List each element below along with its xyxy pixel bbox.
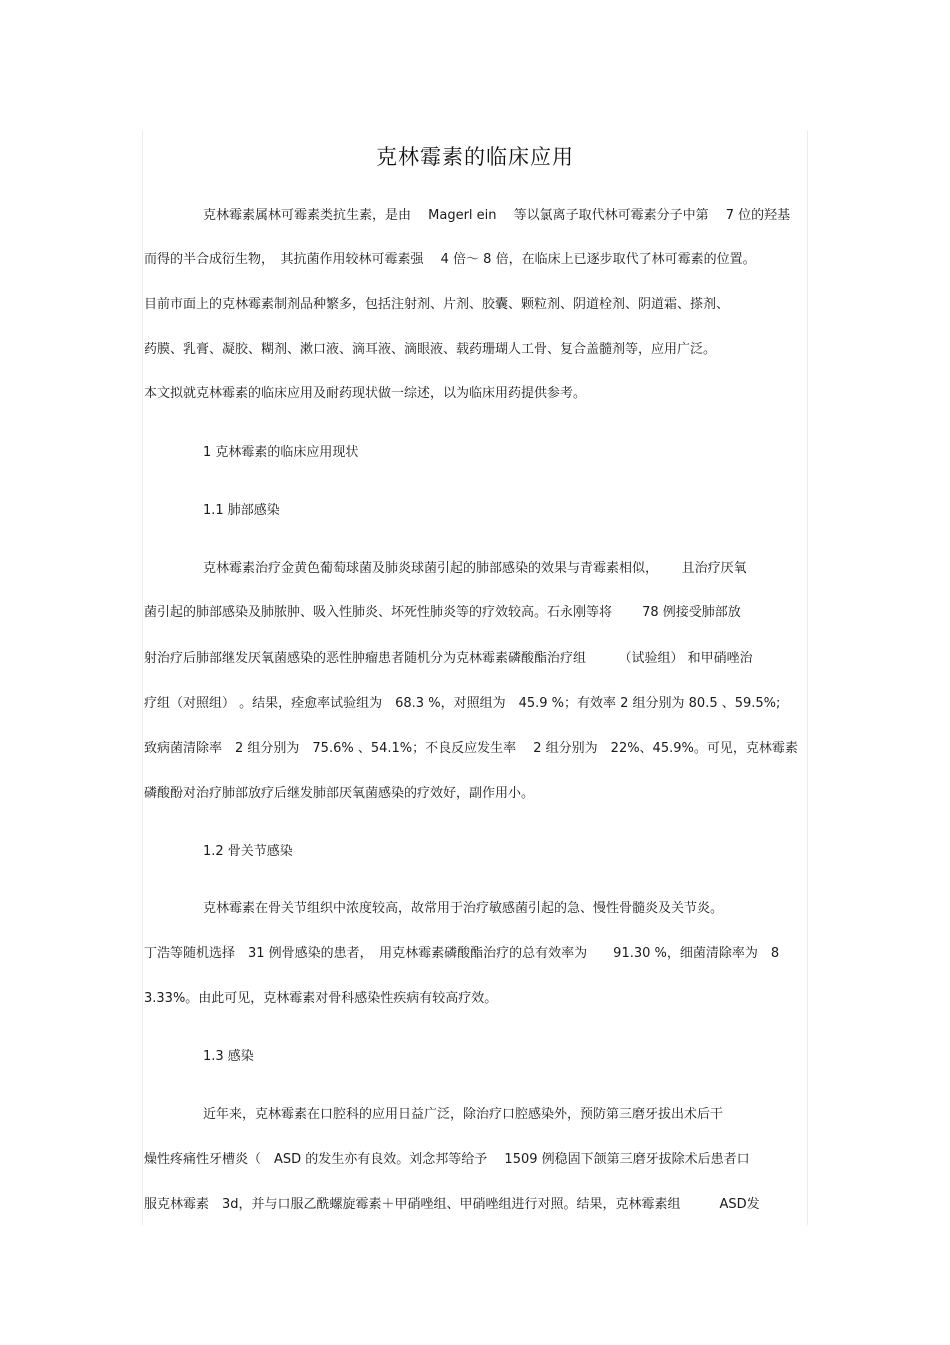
paragraph-line: 丁浩等随机选择 31 例骨感染的患者， 用克林霉素磷酸酯治疗的总有效率为 91.30 %，细菌清除率为 8 bbox=[144, 946, 780, 961]
paragraph-line: 克林霉素属林可霉素类抗生素，是由 Magerl ein 等以氯离子取代林可霉素分子中第 7 位的羟基 bbox=[203, 208, 791, 223]
paragraph-line: 射治疗后肺部继发厌氧菌感染的恶性肿瘤患者随机分为克林霉素磷酸酯治疗组 （试验组） 和甲硝唑治 bbox=[144, 651, 753, 666]
paragraph-line: 而得的半合成衍生物， 其抗菌作用较林可霉素强 4 倍～ 8 倍，在临床上已逐步取代了林可霉素的位置。 bbox=[144, 252, 756, 267]
paragraph-line: 燥性疼痛性牙槽炎（ ASD 的发生亦有良效。刘念邦等给予 1509 例稳固下颌第三磨牙拔除术后患者口 bbox=[144, 1152, 750, 1167]
paragraph-line: 目前市面上的克林霉素制剂品种繁多，包括注射剂、片剂、胶囊、颗粒剂、阴道栓剂、阴道霜、搽剂、 bbox=[144, 297, 730, 312]
document-title: 克林霉素的临床应用 bbox=[376, 145, 574, 169]
paragraph-line: 药膜、乳膏、凝胶、糊剂、漱口液、滴耳液、滴眼液、载药珊瑚人工骨、复合盖髓剂等，应用广泛。 bbox=[144, 342, 717, 357]
paragraph-line: 克林霉素在骨关节组织中浓度较高，故常用于治疗敏感菌引起的急、慢性骨髓炎及关节炎。 bbox=[203, 901, 724, 916]
paragraph-line: 3.33%。由此可见，克林霉素对骨科感染性疾病有较高疗效。 bbox=[144, 991, 498, 1006]
section-heading: 1 克林霉素的临床应用现状 bbox=[203, 445, 359, 460]
subsection-heading: 1.3 感染 bbox=[203, 1049, 254, 1064]
subsection-heading: 1.2 骨关节感染 bbox=[203, 844, 293, 859]
paragraph-line: 疗组（对照组） 。结果，痊愈率试验组为 68.3 %，对照组为 45.9 %；有效率 2 组分别为 80.5 、59.5%; bbox=[144, 696, 781, 711]
paragraph-line: 磷酸酚对治疗肺部放疗后继发肺部厌氧菌感染的疗效好，副作用小。 bbox=[144, 786, 535, 801]
subsection-heading: 1.1 肺部感染 bbox=[203, 503, 280, 518]
paragraph-line: 本文拟就克林霉素的临床应用及耐药现状做一综述，以为临床用药提供参考。 bbox=[144, 386, 587, 401]
paragraph-line: 菌引起的肺部感染及肺脓肿、吸入性肺炎、坏死性肺炎等的疗效较高。石永刚等将 78 例接受肺部放 bbox=[144, 605, 741, 620]
paragraph-line: 致病菌清除率 2 组分别为 75.6% 、54.1%；不良反应发生率 2 组分别为 22%、45.9%。可见，克林霉素 bbox=[144, 741, 798, 756]
paragraph-line: 服克林霉素 3d，并与口服乙酰螺旋霉素＋甲硝唑组、甲硝唑组进行对照。结果，克林霉素组 ASD发 bbox=[144, 1197, 760, 1212]
paragraph-line: 克林霉素治疗金黄色葡萄球菌及肺炎球菌引起的肺部感染的效果与青霉素相似， 且治疗厌氧 bbox=[203, 561, 747, 576]
paragraph-line: 近年来，克林霉素在口腔科的应用日益广泛，除治疗口腔感染外，预防第三磨牙拔出术后干 bbox=[203, 1107, 724, 1122]
